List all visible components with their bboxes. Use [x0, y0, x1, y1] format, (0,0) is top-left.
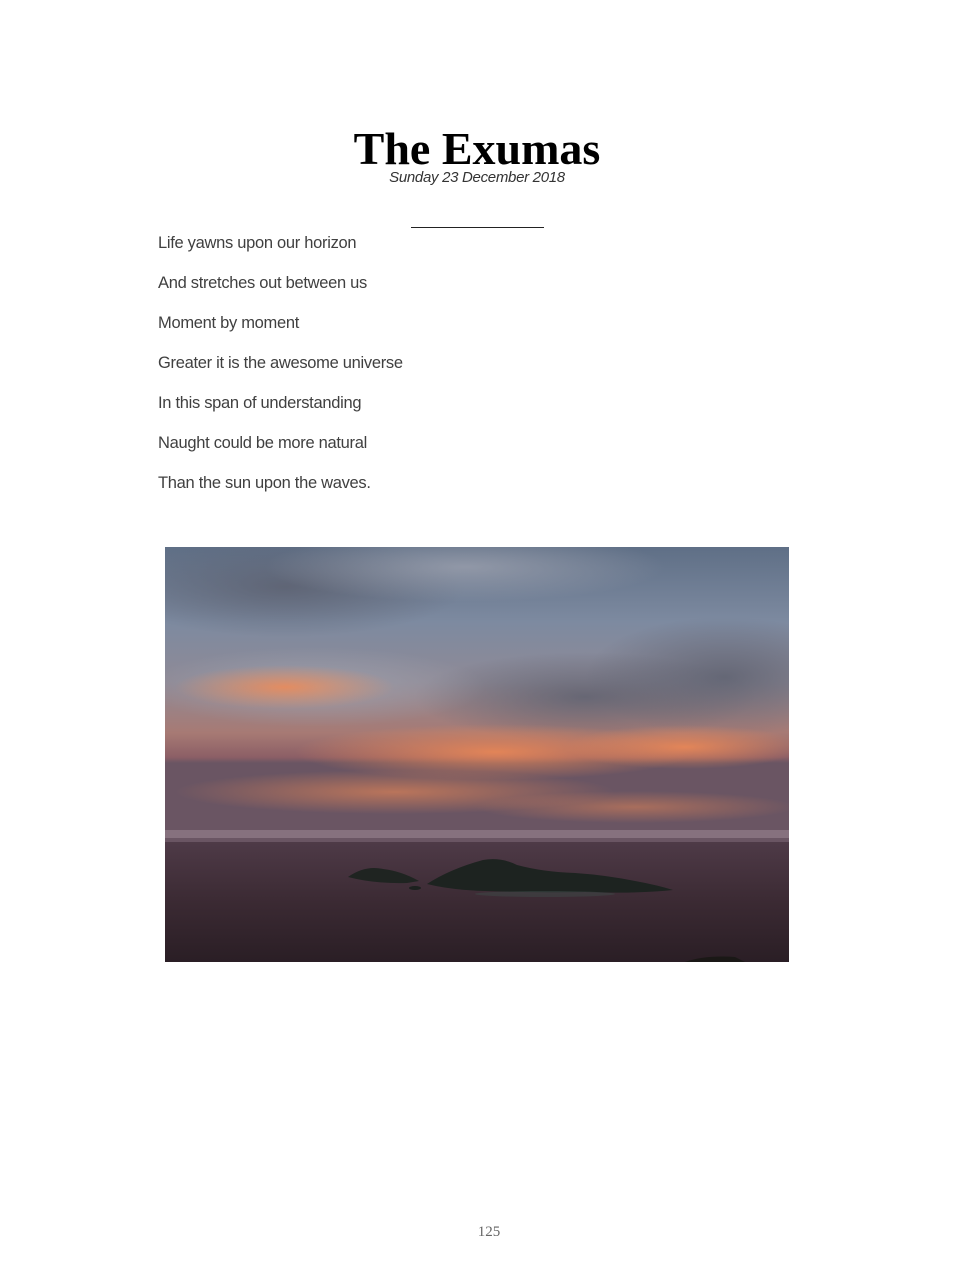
poem-line: Life yawns upon our horizon — [158, 234, 357, 252]
poem — [158, 232, 758, 512]
page-title: The Exumas — [353, 123, 601, 174]
poem-date: Sunday 23 December 2018 — [389, 169, 565, 186]
sunset-over-islands-photo — [165, 547, 789, 962]
poem-line: Moment by moment — [158, 314, 300, 332]
poem-line: In this span of understanding — [158, 394, 362, 412]
poem-line: Than the sun upon the waves. — [158, 474, 371, 492]
poem-line: Greater it is the awesome universe — [158, 354, 403, 372]
poem-line: Naught could be more natural — [158, 434, 367, 452]
page-number: 125 — [477, 1224, 501, 1240]
title-divider — [411, 227, 544, 228]
poem-line: And stretches out between us — [158, 274, 367, 292]
